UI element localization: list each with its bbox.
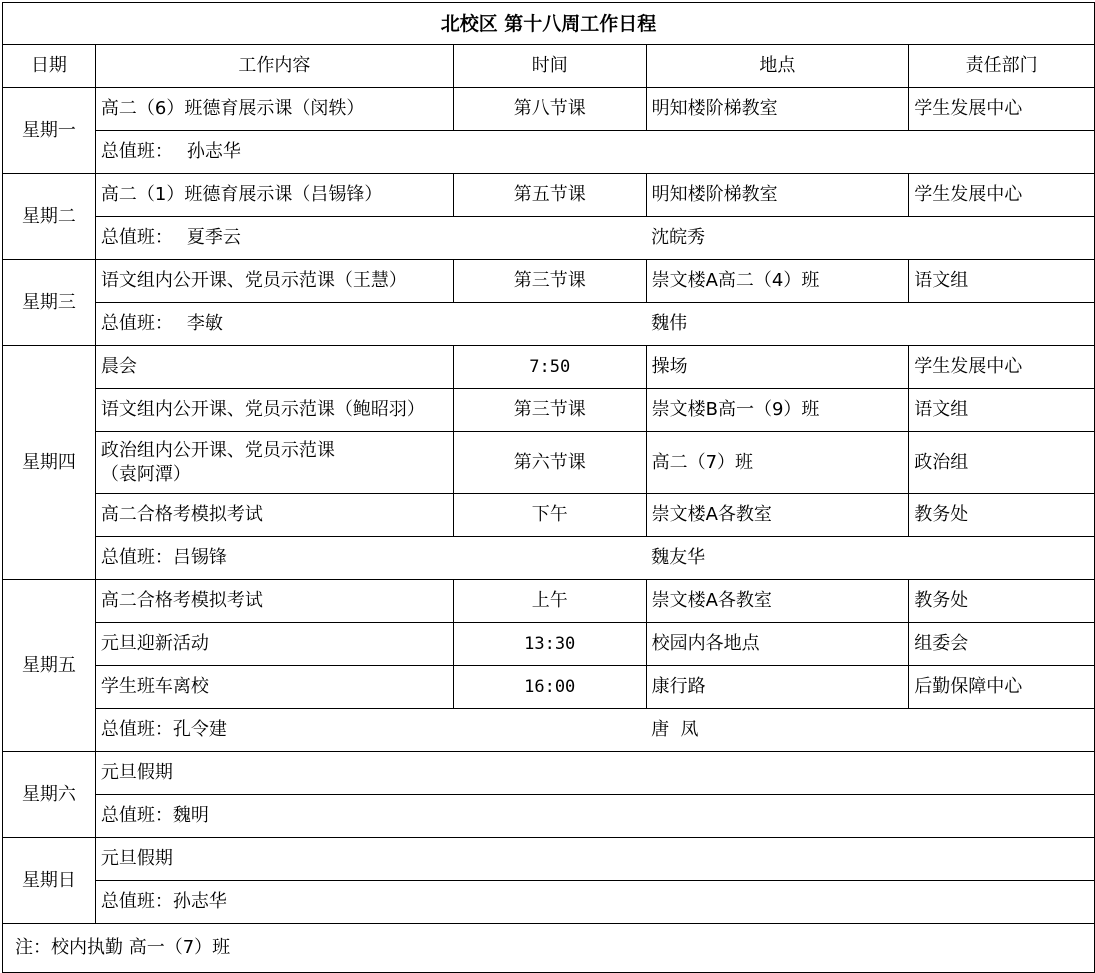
duty-row: [3, 709, 1095, 752]
duty-cell: [95, 131, 1094, 174]
duty-person: 夏季云: [186, 227, 241, 248]
event-time: 第八节课: [453, 88, 646, 131]
table-row: [3, 346, 1095, 389]
day-saturday: 星期六: [3, 752, 96, 838]
event-place: 明知楼阶梯教室: [646, 174, 909, 217]
table-row: [3, 88, 1095, 131]
note-row: [3, 924, 1095, 973]
header-content: 工作内容: [95, 45, 453, 88]
day-friday: 星期五: [3, 580, 96, 752]
duty-row: [3, 881, 1095, 924]
table-row: [3, 260, 1095, 303]
event-time: 16:00: [453, 666, 646, 709]
duty-cell: [95, 303, 646, 346]
event-dept: 学生发展中心: [909, 88, 1095, 131]
duty-row: [3, 537, 1095, 580]
event-content: 语文组内公开课、党员示范课（鲍昭羽）: [95, 389, 453, 432]
table-row: [3, 838, 1095, 881]
event-dept: 组委会: [909, 623, 1095, 666]
duty-person: 孙志华: [186, 141, 241, 162]
event-time: 第三节课: [453, 260, 646, 303]
duty-cell: [95, 217, 646, 260]
footer-note: 注：校内执勤 高一（7）班: [3, 924, 1095, 973]
duty-row: [3, 131, 1095, 174]
duty-row: [3, 217, 1095, 260]
event-time: 第六节课: [453, 432, 646, 494]
event-content: 高二合格考模拟考试: [95, 494, 453, 537]
event-content: 晨会: [95, 346, 453, 389]
table-row: [3, 752, 1095, 795]
header-place: 地点: [646, 45, 909, 88]
day-thursday: 星期四: [3, 346, 96, 580]
event-dept: 教务处: [909, 580, 1095, 623]
holiday-cell: 元旦假期: [95, 752, 1094, 795]
duty-row: [3, 303, 1095, 346]
event-place: 明知楼阶梯教室: [646, 88, 909, 131]
header-date: 日期: [3, 45, 96, 88]
table-row: [3, 174, 1095, 217]
event-content-line: 政治组内公开课、党员示范课: [100, 439, 335, 461]
duty-cell: 总值班：吕锡锋: [95, 537, 646, 580]
event-place: 崇文楼A各教室: [646, 494, 909, 537]
table-row: [3, 494, 1095, 537]
event-dept: 教务处: [909, 494, 1095, 537]
event-time: 13:30: [453, 623, 646, 666]
event-place: 崇文楼A各教室: [646, 580, 909, 623]
holiday-cell: 元旦假期: [95, 838, 1094, 881]
weekly-schedule-table: [2, 2, 1095, 973]
header-row: [3, 45, 1095, 88]
header-time: 时间: [453, 45, 646, 88]
event-place: 康行路: [646, 666, 909, 709]
event-time: 第五节课: [453, 174, 646, 217]
event-content: [95, 432, 453, 494]
table-row: [3, 666, 1095, 709]
event-content: 高二（1）班德育展示课（吕锡锋）: [95, 174, 453, 217]
event-content-line: （袁阿潭）: [100, 463, 191, 485]
event-time: 上午: [453, 580, 646, 623]
page-title: 北校区 第十八周工作日程: [3, 3, 1095, 45]
event-time: 下午: [453, 494, 646, 537]
table-row: [3, 432, 1095, 494]
day-sunday: 星期日: [3, 838, 96, 924]
event-content: 学生班车离校: [95, 666, 453, 709]
event-place: 崇文楼A高二（4）班: [646, 260, 909, 303]
event-place: 高二（7）班: [646, 432, 909, 494]
event-dept: 学生发展中心: [909, 174, 1095, 217]
event-dept: 语文组: [909, 260, 1095, 303]
header-dept: 责任部门: [909, 45, 1095, 88]
event-dept: 语文组: [909, 389, 1095, 432]
duty-cell: 总值班：孔令建: [95, 709, 646, 752]
day-monday: 星期一: [3, 88, 96, 174]
event-content: 语文组内公开课、党员示范课（王慧）: [95, 260, 453, 303]
duty-person-2: 魏友华: [646, 537, 1094, 580]
duty-person: 李敏: [186, 313, 223, 334]
event-place: 校园内各地点: [646, 623, 909, 666]
table-row: [3, 580, 1095, 623]
event-dept: 后勤保障中心: [909, 666, 1095, 709]
event-content: 高二（6）班德育展示课（闵轶）: [95, 88, 453, 131]
duty-cell: 总值班：孙志华: [95, 881, 1094, 924]
duty-person-2: 沈皖秀: [646, 217, 1094, 260]
duty-person-2: 唐 凤: [646, 709, 1094, 752]
event-content: 元旦迎新活动: [95, 623, 453, 666]
event-dept: 政治组: [909, 432, 1095, 494]
day-wednesday: 星期三: [3, 260, 96, 346]
table-row: [3, 623, 1095, 666]
duty-label: 总值班：: [100, 141, 173, 162]
duty-cell: 总值班：魏明: [95, 795, 1094, 838]
event-content: 高二合格考模拟考试: [95, 580, 453, 623]
event-dept: 学生发展中心: [909, 346, 1095, 389]
duty-row: [3, 795, 1095, 838]
event-place: 操场: [646, 346, 909, 389]
event-time: 7:50: [453, 346, 646, 389]
table-row: [3, 389, 1095, 432]
day-tuesday: 星期二: [3, 174, 96, 260]
event-place: 崇文楼B高一（9）班: [646, 389, 909, 432]
event-time: 第三节课: [453, 389, 646, 432]
duty-label: 总值班：: [100, 227, 173, 248]
duty-label: 总值班：: [100, 313, 173, 334]
duty-person-2: 魏伟: [646, 303, 1094, 346]
